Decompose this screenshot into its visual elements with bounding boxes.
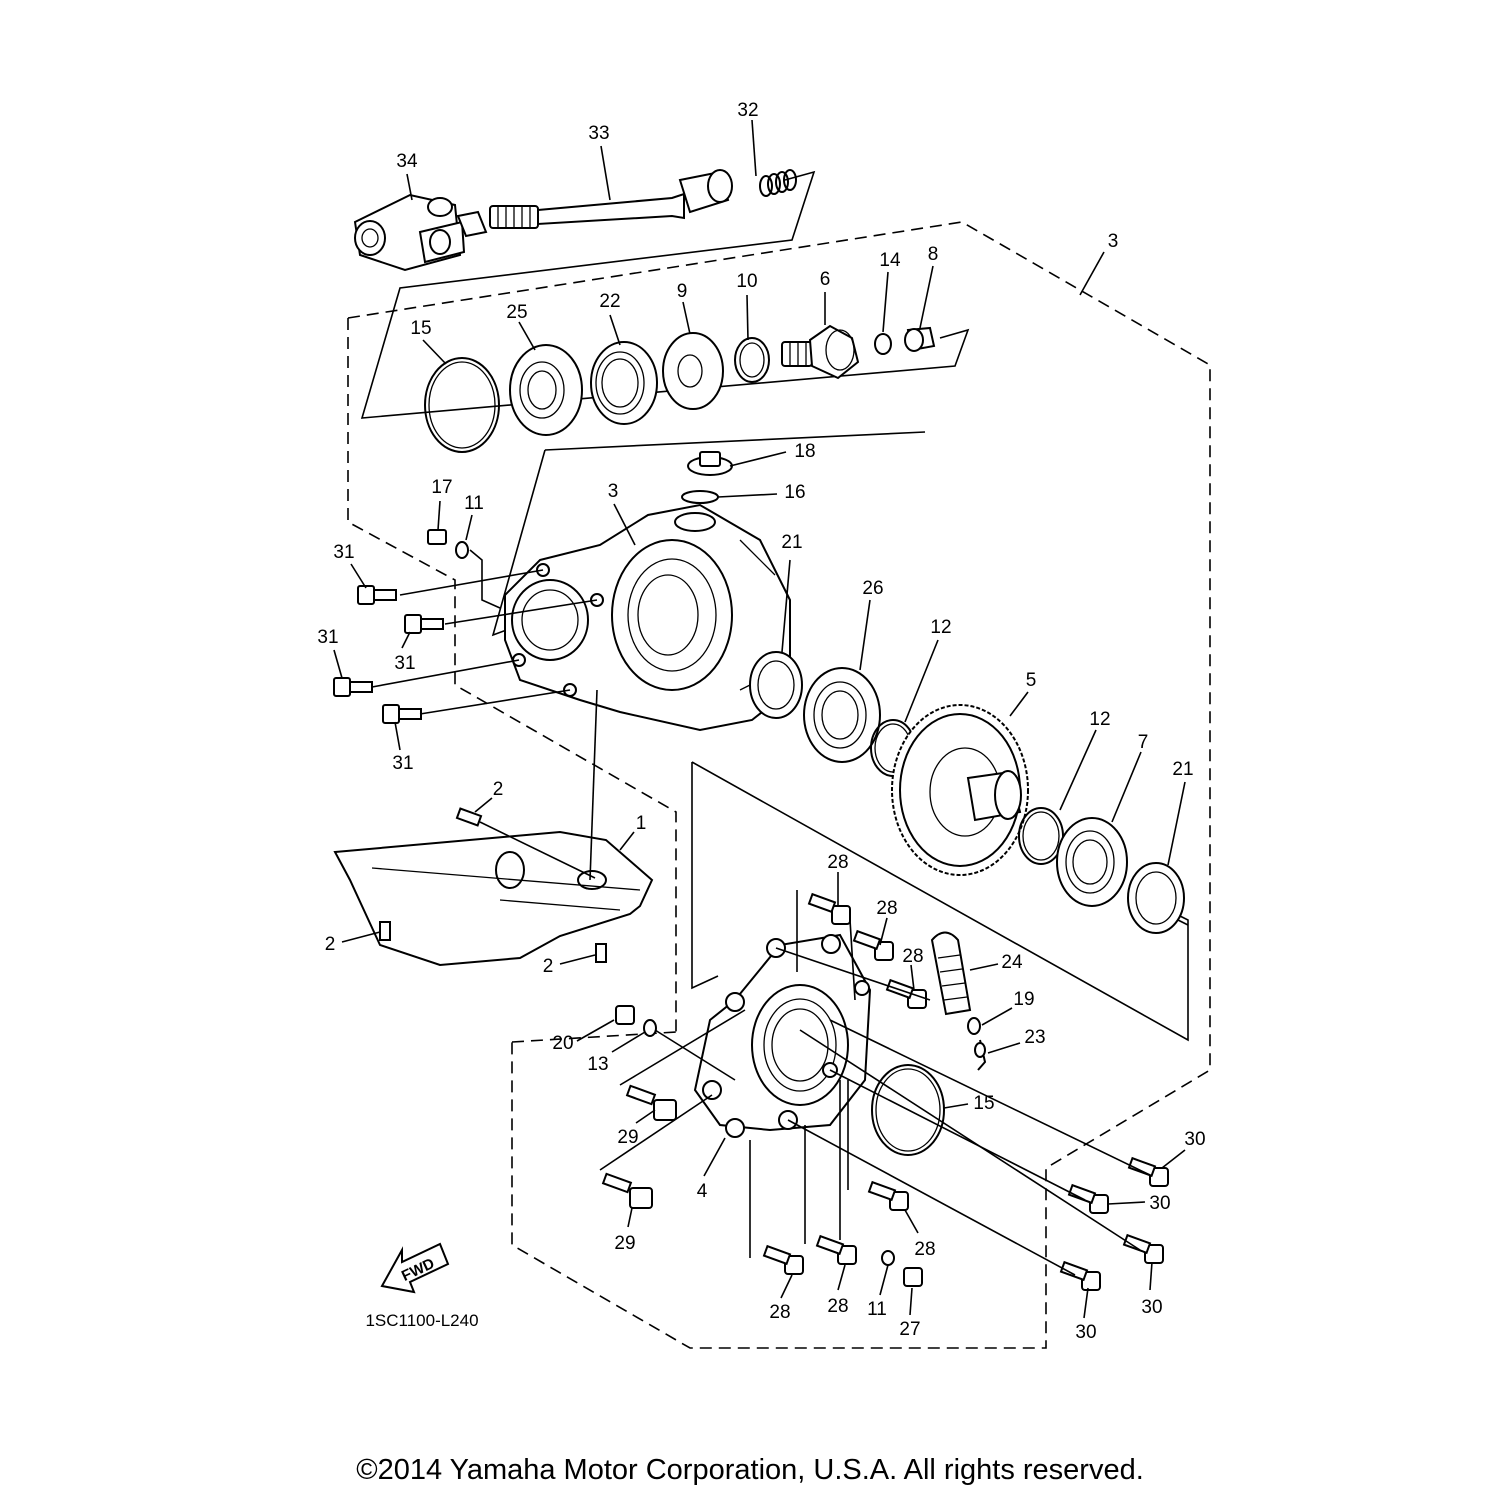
bearing-part xyxy=(804,668,880,762)
part-number-label: 28 xyxy=(902,946,924,967)
part-number-label: 28 xyxy=(914,1239,936,1260)
part-number-label: 28 xyxy=(827,1296,849,1317)
part-number-label: 22 xyxy=(599,291,621,312)
part-number-label: 20 xyxy=(552,1033,574,1054)
part-number-label: 31 xyxy=(392,753,414,774)
part-number-label: 16 xyxy=(784,482,806,503)
oil-seal-part xyxy=(1128,863,1184,933)
part-number-label: 26 xyxy=(862,578,884,599)
part-number-label: 33 xyxy=(588,123,610,144)
part-number-label: 7 xyxy=(1137,732,1149,753)
diagram-code: 1SC1100-L240 xyxy=(365,1311,479,1330)
part-number-label: 28 xyxy=(769,1302,791,1323)
pinion-gear-part xyxy=(782,326,858,378)
part-number-label: 30 xyxy=(1075,1322,1097,1343)
breather-boot-part xyxy=(932,933,970,1015)
shim-part xyxy=(663,333,723,409)
part-number-label: 31 xyxy=(333,542,355,563)
part-number-label: 15 xyxy=(973,1093,995,1114)
part-number-label: 11 xyxy=(867,1299,887,1320)
fwd-label: FWD xyxy=(399,1255,438,1285)
filler-plug-part xyxy=(688,452,732,475)
part-number-label: 29 xyxy=(617,1127,639,1148)
differential-case-part xyxy=(505,505,790,730)
circlip-part xyxy=(735,338,769,382)
part-number-label: 30 xyxy=(1149,1193,1171,1214)
part-number-label: 2 xyxy=(542,956,554,977)
oil-seal-part xyxy=(591,342,657,424)
part-number-label: 21 xyxy=(1172,759,1194,780)
part-number-label: 27 xyxy=(899,1319,921,1340)
drive-shaft-part xyxy=(490,170,732,228)
part-number-label: 12 xyxy=(930,617,952,638)
part-number-label: 5 xyxy=(1025,670,1037,691)
fwd-arrow-icon xyxy=(382,1244,448,1292)
part-number-label: 2 xyxy=(492,779,504,800)
part-number-label: 24 xyxy=(1001,952,1023,973)
washer-part xyxy=(875,334,891,354)
part-number-label: 14 xyxy=(879,250,901,271)
part-number-label: 2 xyxy=(324,934,336,955)
oil-seal-part xyxy=(750,652,802,718)
part-number-label: 13 xyxy=(587,1054,609,1075)
part-number-label: 6 xyxy=(819,269,831,290)
part-number-label: 23 xyxy=(1024,1027,1046,1048)
part-number-label: 10 xyxy=(736,271,758,292)
part-number-label: 30 xyxy=(1184,1129,1206,1150)
shim-part xyxy=(1023,812,1059,860)
part-number-label: 28 xyxy=(876,898,898,919)
part-number-label: 19 xyxy=(1013,989,1035,1010)
group-outlines xyxy=(348,222,1210,1348)
ring-gear-part xyxy=(892,705,1028,875)
hose-clip-part xyxy=(968,1018,980,1034)
copyright-notice: ©2014 Yamaha Motor Corporation, U.S.A. All rights reserved. xyxy=(356,1454,1144,1486)
o-ring-part xyxy=(429,362,495,448)
part-number-label: 3 xyxy=(607,481,619,502)
part-number-label: 18 xyxy=(794,441,816,462)
part-number-label: 30 xyxy=(1141,1297,1163,1318)
universal-joint-part xyxy=(355,195,486,270)
bushing-part xyxy=(905,328,934,351)
o-ring-part xyxy=(425,358,499,452)
part-number-label: 4 xyxy=(696,1181,708,1202)
part-number-label: 25 xyxy=(506,302,528,323)
part-number-label: 12 xyxy=(1089,709,1111,730)
part-number-label: 34 xyxy=(396,151,418,172)
differential-cover-part xyxy=(695,935,870,1137)
part-number-label: 31 xyxy=(394,653,416,674)
part-number-label: 29 xyxy=(614,1233,636,1254)
part-number-label: 31 xyxy=(317,627,339,648)
breather-pipe-part xyxy=(975,1040,985,1070)
part-number-label: 21 xyxy=(781,532,803,553)
part-number-label: 1 xyxy=(635,813,647,834)
part-number-label: 11 xyxy=(464,493,484,514)
spring-part xyxy=(760,170,796,196)
part-number-label: 28 xyxy=(827,852,849,873)
part-number-label: 32 xyxy=(737,100,759,121)
part-number-label: 15 xyxy=(410,318,432,339)
bearing-part xyxy=(1057,818,1127,906)
part-number-label: 3 xyxy=(1107,231,1119,252)
part-number-label: 17 xyxy=(431,477,453,498)
part-number-label: 9 xyxy=(676,281,688,302)
part-number-label: 8 xyxy=(927,244,939,265)
o-ring-small-part xyxy=(682,491,718,503)
bearing-part xyxy=(510,345,582,435)
